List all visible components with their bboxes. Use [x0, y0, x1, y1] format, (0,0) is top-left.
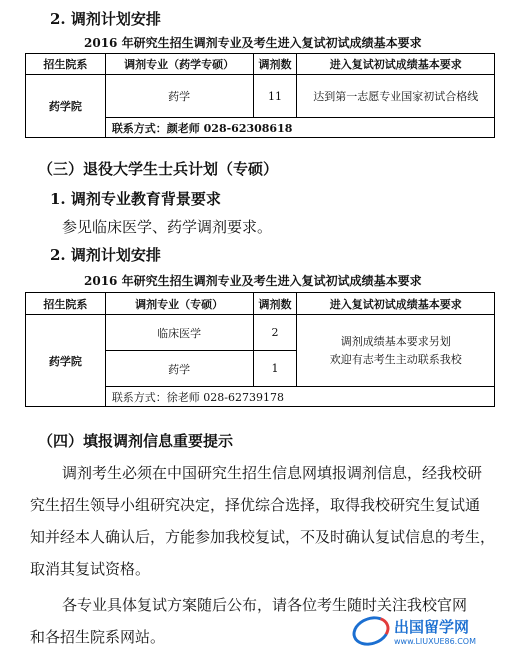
contact-cell: 联系方式：徐老师 028-62739178 [105, 387, 494, 407]
header-requirement: 进入复试初试成绩基本要求 [297, 54, 495, 75]
dept-cell: 药学院 [26, 315, 106, 407]
paragraph-line: 究生招生领导小组研究决定，择优综合选择，取得我校研究生复试通 [30, 496, 481, 514]
paragraph-line: 各专业具体复试方案随后公布，请各位考生随时关注我校官网 [62, 596, 468, 614]
watermark-text: 出国留学网 [394, 618, 470, 636]
dept-cell: 药学院 [26, 75, 106, 138]
header-major: 调剂专业（药学专硕） [105, 54, 253, 75]
major-cell: 药学 [105, 351, 253, 387]
section-heading: 2. 调剂计划安排 [50, 10, 161, 28]
globe-logo-icon [348, 611, 393, 650]
count-cell: 11 [253, 75, 297, 118]
paragraph-line: 和各招生院系网站。 [30, 628, 166, 646]
header-count: 调剂数 [253, 293, 297, 315]
count-cell: 1 [253, 351, 297, 387]
paragraph-line: 调剂考生必须在中国研究生招生信息网填报调剂信息，经我校研 [62, 464, 483, 482]
table-caption: 2016 年研究生招生调剂专业及考生进入复试初试成绩基本要求 [84, 36, 422, 50]
count-cell: 2 [253, 315, 297, 351]
paragraph: 参见临床医学、药学调剂要求。 [62, 218, 273, 236]
table-caption: 2016 年研究生招生调剂专业及考生进入复试初试成绩基本要求 [84, 274, 422, 288]
requirement-line: 调剂成绩基本要求另划 [340, 334, 451, 348]
header-major: 调剂专业（专硕） [105, 293, 253, 315]
header-requirement: 进入复试初试成绩基本要求 [297, 293, 495, 315]
watermark-logo [352, 616, 502, 646]
major-cell: 药学 [105, 75, 253, 118]
section-title: （三）退役大学生士兵计划（专硕） [38, 160, 279, 178]
watermark-url: www.LIUXUE86.COM [394, 637, 477, 646]
major-cell: 临床医学 [105, 315, 253, 351]
header-dept: 招生院系 [26, 293, 106, 315]
paragraph-line: 取消其复试资格。 [30, 560, 151, 578]
transfer-table-1 [25, 53, 495, 138]
requirement-line: 欢迎有志考生主动联系我校 [329, 352, 462, 366]
header-count: 调剂数 [253, 54, 297, 75]
section-title: （四）填报调剂信息重要提示 [38, 432, 234, 450]
requirement-cell [297, 315, 495, 387]
subsection-heading: 1. 调剂专业教育背景要求 [50, 190, 221, 208]
contact-cell: 联系方式：颜老师 028-62308618 [105, 118, 494, 138]
requirement-cell: 达到第一志愿专业国家初试合格线 [297, 75, 495, 118]
subsection-heading: 2. 调剂计划安排 [50, 246, 161, 264]
transfer-table-2 [25, 292, 495, 407]
header-dept: 招生院系 [26, 54, 106, 75]
paragraph-line: 知并经本人确认后，方能参加我校复试，不及时确认复试信息的考生， [30, 528, 496, 546]
